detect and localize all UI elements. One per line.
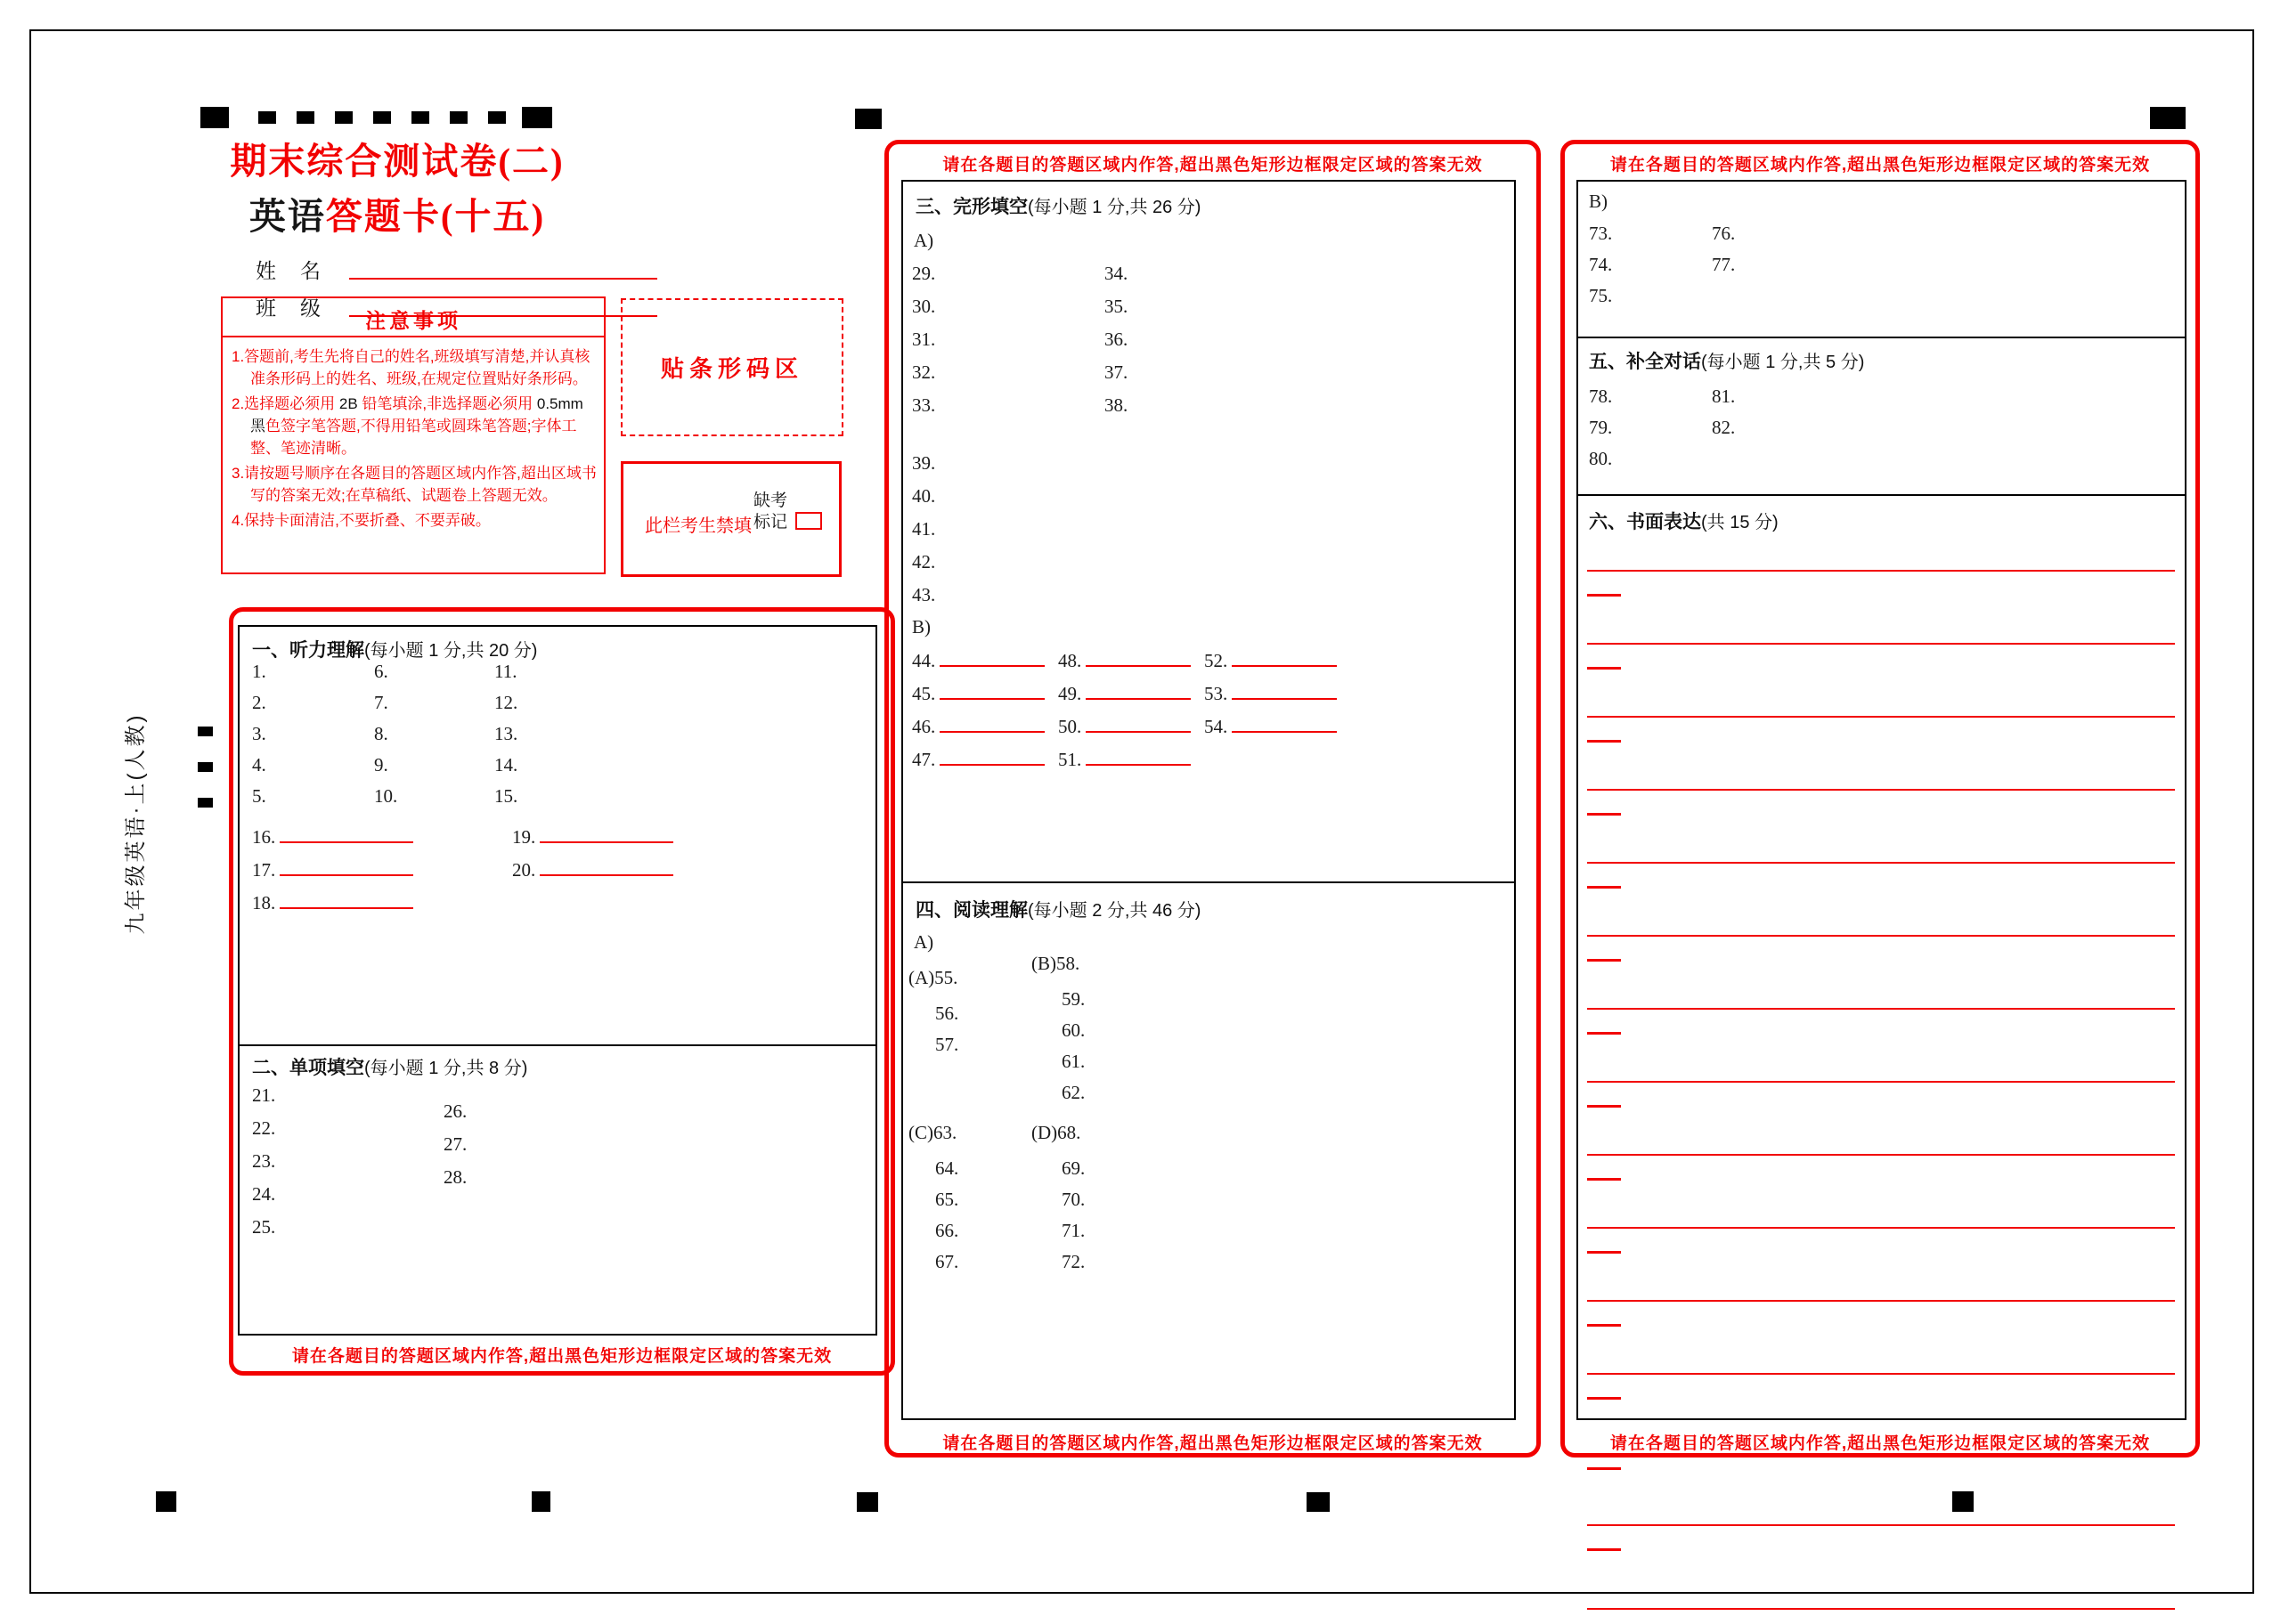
question-number: 79. xyxy=(1589,417,1613,438)
warning-left-footer: 请在各题目的答题区域内作答,超出黑色矩形边框限定区域的答案无效 xyxy=(291,1347,833,1366)
cloze-b-col-1 xyxy=(912,650,1045,782)
answer-blank-line[interactable] xyxy=(1232,654,1337,667)
section-name: 五、补全对话 xyxy=(1589,352,1701,372)
writing-line[interactable] xyxy=(1587,1008,2175,1010)
reading-part-a-label: A) xyxy=(914,931,934,953)
writing-line[interactable] xyxy=(1587,1524,2175,1526)
question-number: 82. xyxy=(1712,417,1736,438)
notice-item xyxy=(232,345,597,390)
answer-blank-line[interactable] xyxy=(1086,654,1191,667)
listening-fill-col-1 xyxy=(252,826,413,925)
question-number: 16. xyxy=(252,826,276,848)
absent-mark-box xyxy=(621,461,842,577)
left-black-frame xyxy=(238,625,877,1336)
question-number: 3. xyxy=(252,723,266,744)
calibration-mark xyxy=(297,111,314,124)
calibration-mark xyxy=(373,111,391,124)
calibration-mark xyxy=(335,111,353,124)
writing-line[interactable] xyxy=(1587,1373,2175,1375)
writing-line[interactable] xyxy=(1587,1227,2175,1229)
question-number: 2. xyxy=(252,692,266,713)
question-number: 72. xyxy=(1062,1251,1086,1272)
cloze-b-col-2 xyxy=(1058,650,1191,782)
answer-blank-line[interactable] xyxy=(940,719,1045,733)
answer-blank-line[interactable] xyxy=(540,830,673,843)
question-number: 31. xyxy=(912,329,936,350)
reading-group-a-items xyxy=(935,1003,958,1065)
writing-line[interactable] xyxy=(1587,862,2175,864)
section-name: 三、完形填空 xyxy=(916,197,1028,217)
notice-text-segment: 0.5mm xyxy=(536,395,583,412)
question-number: 64. xyxy=(935,1157,959,1179)
question-number: 8. xyxy=(374,723,388,744)
reading-group-b-head: (B)58. xyxy=(1031,953,1080,974)
calibration-mark xyxy=(857,1492,878,1512)
section-note: (每小题 1 分,共 26 分) xyxy=(1028,198,1201,217)
question-number: 80. xyxy=(1589,448,1613,469)
question-number: 48. xyxy=(1058,650,1082,671)
question-number: 45. xyxy=(912,683,936,704)
cloze-a-col-1 xyxy=(912,263,935,427)
page-subtitle xyxy=(203,187,591,240)
left-section-divider xyxy=(238,1044,877,1046)
notice-box xyxy=(221,296,606,574)
middle-black-frame xyxy=(901,180,1516,1420)
answer-blank-row xyxy=(1204,683,1337,716)
calibration-mark xyxy=(855,109,882,129)
calibration-mark xyxy=(198,727,213,736)
question-number: 43. xyxy=(912,584,936,605)
answer-blank-row xyxy=(512,859,673,892)
listening-col-3 xyxy=(494,661,517,816)
subject-label: 英语 xyxy=(248,196,326,237)
question-number: 12. xyxy=(494,692,518,713)
question-number: 17. xyxy=(252,859,276,881)
card-label: 答题卡(十五) xyxy=(325,196,546,237)
section-title-reading xyxy=(916,896,1201,922)
name-label: 姓 名 xyxy=(256,259,322,282)
question-number: 59. xyxy=(1062,988,1086,1010)
question-number: 15. xyxy=(494,785,518,807)
section-note: (共 15 分) xyxy=(1701,513,1779,532)
writing-line-dash xyxy=(1587,1178,1621,1181)
question-number: 6. xyxy=(374,661,388,682)
question-number: 56. xyxy=(935,1003,959,1024)
single-choice-col-1 xyxy=(252,1084,275,1249)
writing-line-dash xyxy=(1587,740,1621,743)
listening-fill-col-2 xyxy=(512,826,673,892)
absent-mark-label xyxy=(753,491,787,533)
question-number: 22. xyxy=(252,1117,276,1139)
name-input-line[interactable] xyxy=(349,278,657,280)
notice-text-segment: 铅笔填涂,非选择题必须用 xyxy=(357,395,537,412)
warning-right-header: 请在各题目的答题区域内作答,超出黑色矩形边框限定区域的答案无效 xyxy=(1609,156,2151,175)
section-note: (每小题 1 分,共 8 分) xyxy=(364,1059,528,1078)
writing-line[interactable] xyxy=(1587,1300,2175,1302)
question-number: 73. xyxy=(1589,223,1613,244)
barcode-area xyxy=(621,298,843,436)
notice-text-segment: 2.选择题必须用 xyxy=(232,395,339,412)
question-number: 14. xyxy=(494,754,518,775)
writing-line-dash xyxy=(1587,1397,1621,1400)
writing-line[interactable] xyxy=(1587,1154,2175,1156)
writing-line[interactable] xyxy=(1587,789,2175,791)
writing-line[interactable] xyxy=(1587,1608,2175,1610)
question-number: 23. xyxy=(252,1150,276,1172)
answer-blank-row xyxy=(512,826,673,859)
forbid-label: 此栏考生禁填 xyxy=(645,516,752,536)
notice-divider xyxy=(223,336,604,337)
question-number: 66. xyxy=(935,1220,959,1241)
calibration-mark xyxy=(2150,107,2186,129)
section-name: 六、书面表达 xyxy=(1589,512,1701,532)
writing-line-dash xyxy=(1587,1032,1621,1035)
page-title: 期末综合测试卷(二) xyxy=(230,141,565,182)
calibration-mark xyxy=(488,111,506,124)
writing-line-dash xyxy=(1587,959,1621,962)
calibration-mark xyxy=(258,111,276,124)
writing-line-dash xyxy=(1587,1467,1621,1470)
section-name: 四、阅读理解 xyxy=(916,900,1028,921)
barcode-label: 贴条形码区 xyxy=(660,355,803,382)
notice-text-segment: 黑 xyxy=(250,418,265,434)
answer-blank-line[interactable] xyxy=(1086,719,1191,733)
question-number: 33. xyxy=(912,394,936,416)
writing-line-dash xyxy=(1587,1324,1621,1327)
warning-middle-header: 请在各题目的答题区域内作答,超出黑色矩形边框限定区域的答案无效 xyxy=(942,156,1483,175)
question-number: 7. xyxy=(374,692,388,713)
question-number: 34. xyxy=(1104,263,1128,284)
cloze-a-col-3 xyxy=(912,452,935,617)
reading-group-a-head: (A)55. xyxy=(908,967,958,988)
calibration-mark xyxy=(200,107,229,128)
question-number: 53. xyxy=(1204,683,1228,704)
section-note: (每小题 1 分,共 5 分) xyxy=(1701,353,1865,372)
question-number: 21. xyxy=(252,1084,276,1106)
single-choice-col-2 xyxy=(444,1100,467,1199)
cloze-a-col-2 xyxy=(1104,263,1128,427)
writing-line-dash xyxy=(1587,1251,1621,1254)
writing-line-dash xyxy=(1587,886,1621,889)
question-number: 49. xyxy=(1058,683,1082,704)
question-number: 75. xyxy=(1589,285,1613,306)
answer-blank-line[interactable] xyxy=(1232,686,1337,700)
absent-mark-checkbox[interactable] xyxy=(795,512,822,530)
answer-blank-row xyxy=(1058,650,1191,683)
answer-blank-line[interactable] xyxy=(1232,719,1337,733)
calibration-mark xyxy=(411,111,429,124)
question-number: 41. xyxy=(912,518,936,540)
notice-item xyxy=(232,393,597,459)
answer-blank-line[interactable] xyxy=(280,830,413,843)
calibration-mark xyxy=(450,111,468,124)
question-number: 28. xyxy=(444,1166,468,1188)
notice-text-segment: 4.保持卡面清洁,不要折叠、不要弄破。 xyxy=(232,512,491,529)
writing-line[interactable] xyxy=(1587,935,2175,937)
writing-line-dash xyxy=(1587,1105,1621,1108)
writing-line-dash xyxy=(1587,813,1621,816)
writing-line[interactable] xyxy=(1587,716,2175,718)
question-number: 78. xyxy=(1589,386,1613,407)
cloze-part-a-label: A) xyxy=(914,230,934,251)
question-number: 39. xyxy=(912,452,936,474)
notice-text-segment: 3.请按题号顺序在各题目的答题区域内作答,超出区域书写的答案无效;在草稿纸、试题卷上答题无效。 xyxy=(232,465,597,504)
writing-line-dash xyxy=(1587,667,1621,670)
section-name: 二、单项填空 xyxy=(252,1058,364,1078)
question-number: 61. xyxy=(1062,1051,1086,1072)
answer-blank-line[interactable] xyxy=(940,686,1045,700)
calibration-mark xyxy=(1952,1491,1974,1512)
question-number: 18. xyxy=(252,892,276,914)
middle-section-divider xyxy=(901,881,1516,883)
answer-blank-row xyxy=(1204,650,1337,683)
answer-blank-line[interactable] xyxy=(940,654,1045,667)
question-number: 57. xyxy=(935,1034,959,1055)
question-number: 40. xyxy=(912,485,936,507)
class-label: 班 级 xyxy=(256,296,322,320)
side-edition-label: 九年级英语·上(人教) xyxy=(124,712,148,935)
answer-blank-row xyxy=(252,859,413,892)
writing-line[interactable] xyxy=(1587,1081,2175,1083)
notice-text-segment: 1.答题前,考生先将自己的姓名,班级填写清楚,并认真核准条形码上的姓名、班级,在规定位置贴好条形码。 xyxy=(232,348,590,387)
answer-blank-line[interactable] xyxy=(280,896,413,909)
reading-part-b-label: B) xyxy=(1589,191,1608,212)
answer-blank-row xyxy=(1204,716,1337,749)
reading-group-c-items xyxy=(935,1157,958,1282)
question-number: 71. xyxy=(1062,1220,1086,1241)
question-number: 69. xyxy=(1062,1157,1086,1179)
writing-line[interactable] xyxy=(1587,570,2175,572)
answer-blank-row xyxy=(252,892,413,925)
listening-col-2 xyxy=(374,661,397,816)
reading-group-b-items xyxy=(1062,988,1085,1113)
reading-group-c-head: (C)63. xyxy=(908,1122,957,1143)
question-number: 20. xyxy=(512,859,536,881)
absent-mark-label-line2: 标记 xyxy=(753,513,788,532)
question-number: 51. xyxy=(1058,749,1082,770)
answer-blank-line[interactable] xyxy=(940,752,1045,766)
question-number: 46. xyxy=(912,716,936,737)
reading-group-d-items xyxy=(1062,1157,1085,1282)
question-number: 19. xyxy=(512,826,536,848)
calibration-mark xyxy=(1307,1492,1330,1512)
writing-line-dash xyxy=(1587,594,1621,597)
question-number: 50. xyxy=(1058,716,1082,737)
answer-blank-row xyxy=(912,650,1045,683)
answer-blank-line[interactable] xyxy=(280,863,413,876)
section-title-cloze xyxy=(916,192,1201,219)
answer-blank-row xyxy=(1058,716,1191,749)
question-number: 24. xyxy=(252,1183,276,1205)
question-number: 44. xyxy=(912,650,936,671)
question-number: 9. xyxy=(374,754,388,775)
question-number: 29. xyxy=(912,263,936,284)
calibration-mark xyxy=(532,1491,550,1512)
answer-blank-row xyxy=(912,749,1045,782)
answer-blank-row xyxy=(252,826,413,859)
question-number: 35. xyxy=(1104,296,1128,317)
question-number: 54. xyxy=(1204,716,1228,737)
question-number: 11. xyxy=(494,661,517,682)
section-note: (每小题 2 分,共 46 分) xyxy=(1028,901,1201,921)
notice-items xyxy=(232,343,597,532)
question-number: 42. xyxy=(912,551,936,572)
section-title-single-choice xyxy=(252,1053,527,1080)
question-number: 38. xyxy=(1104,394,1128,416)
question-number: 13. xyxy=(494,723,518,744)
calibration-mark xyxy=(522,107,552,128)
question-number: 10. xyxy=(374,785,398,807)
question-number: 26. xyxy=(444,1100,468,1122)
question-number: 47. xyxy=(912,749,936,770)
question-number: 4. xyxy=(252,754,266,775)
question-number: 32. xyxy=(912,361,936,383)
notice-item xyxy=(232,462,597,507)
question-number: 37. xyxy=(1104,361,1128,383)
section-name: 一、听力理解 xyxy=(252,640,364,661)
reading-group-d-head: (D)68. xyxy=(1031,1122,1081,1143)
question-number: 27. xyxy=(444,1133,468,1155)
answer-blank-row xyxy=(1058,683,1191,716)
notice-text-segment: 2B xyxy=(338,395,358,412)
answer-blank-row xyxy=(912,716,1045,749)
calibration-mark xyxy=(198,762,213,772)
question-number: 62. xyxy=(1062,1082,1086,1103)
answer-blank-line[interactable] xyxy=(1086,686,1191,700)
question-number: 77. xyxy=(1712,254,1736,275)
notice-item xyxy=(232,509,597,532)
calibration-mark xyxy=(156,1491,176,1512)
cloze-part-b-label: B) xyxy=(912,616,931,637)
notice-text-segment: 色签字笔答题,不得用铅笔或圆珠笔答题;字体工整、笔迹清晰。 xyxy=(250,418,577,457)
cloze-b-col-3 xyxy=(1204,650,1337,749)
question-number: 67. xyxy=(935,1251,959,1272)
calibration-mark xyxy=(198,798,213,808)
question-number: 52. xyxy=(1204,650,1228,671)
question-number: 70. xyxy=(1062,1189,1086,1210)
question-number: 74. xyxy=(1589,254,1613,275)
section-note: (每小题 1 分,共 20 分) xyxy=(364,641,538,661)
notice-title: 注意事项 xyxy=(365,309,461,332)
answer-blank-line[interactable] xyxy=(540,863,673,876)
question-number: 65. xyxy=(935,1189,959,1210)
question-number: 25. xyxy=(252,1216,276,1238)
question-number: 5. xyxy=(252,785,266,807)
section-title-listening xyxy=(252,636,537,662)
answer-blank-row xyxy=(912,683,1045,716)
question-number: 76. xyxy=(1712,223,1736,244)
warning-right-footer: 请在各题目的答题区域内作答,超出黑色矩形边框限定区域的答案无效 xyxy=(1609,1434,2151,1453)
writing-line[interactable] xyxy=(1587,643,2175,645)
writing-line-dash xyxy=(1587,1548,1621,1551)
answer-blank-line[interactable] xyxy=(1086,752,1191,766)
question-number: 81. xyxy=(1712,386,1736,407)
warning-middle-footer: 请在各题目的答题区域内作答,超出黑色矩形边框限定区域的答案无效 xyxy=(942,1434,1483,1453)
listening-col-1 xyxy=(252,661,266,816)
question-number: 60. xyxy=(1062,1019,1086,1041)
question-number: 30. xyxy=(912,296,936,317)
writing-lines-area xyxy=(1587,0,2175,1624)
answer-blank-row xyxy=(1058,749,1191,782)
question-number: 36. xyxy=(1104,329,1128,350)
question-number: 1. xyxy=(252,661,266,682)
absent-mark-label-line1: 缺考 xyxy=(753,491,788,510)
